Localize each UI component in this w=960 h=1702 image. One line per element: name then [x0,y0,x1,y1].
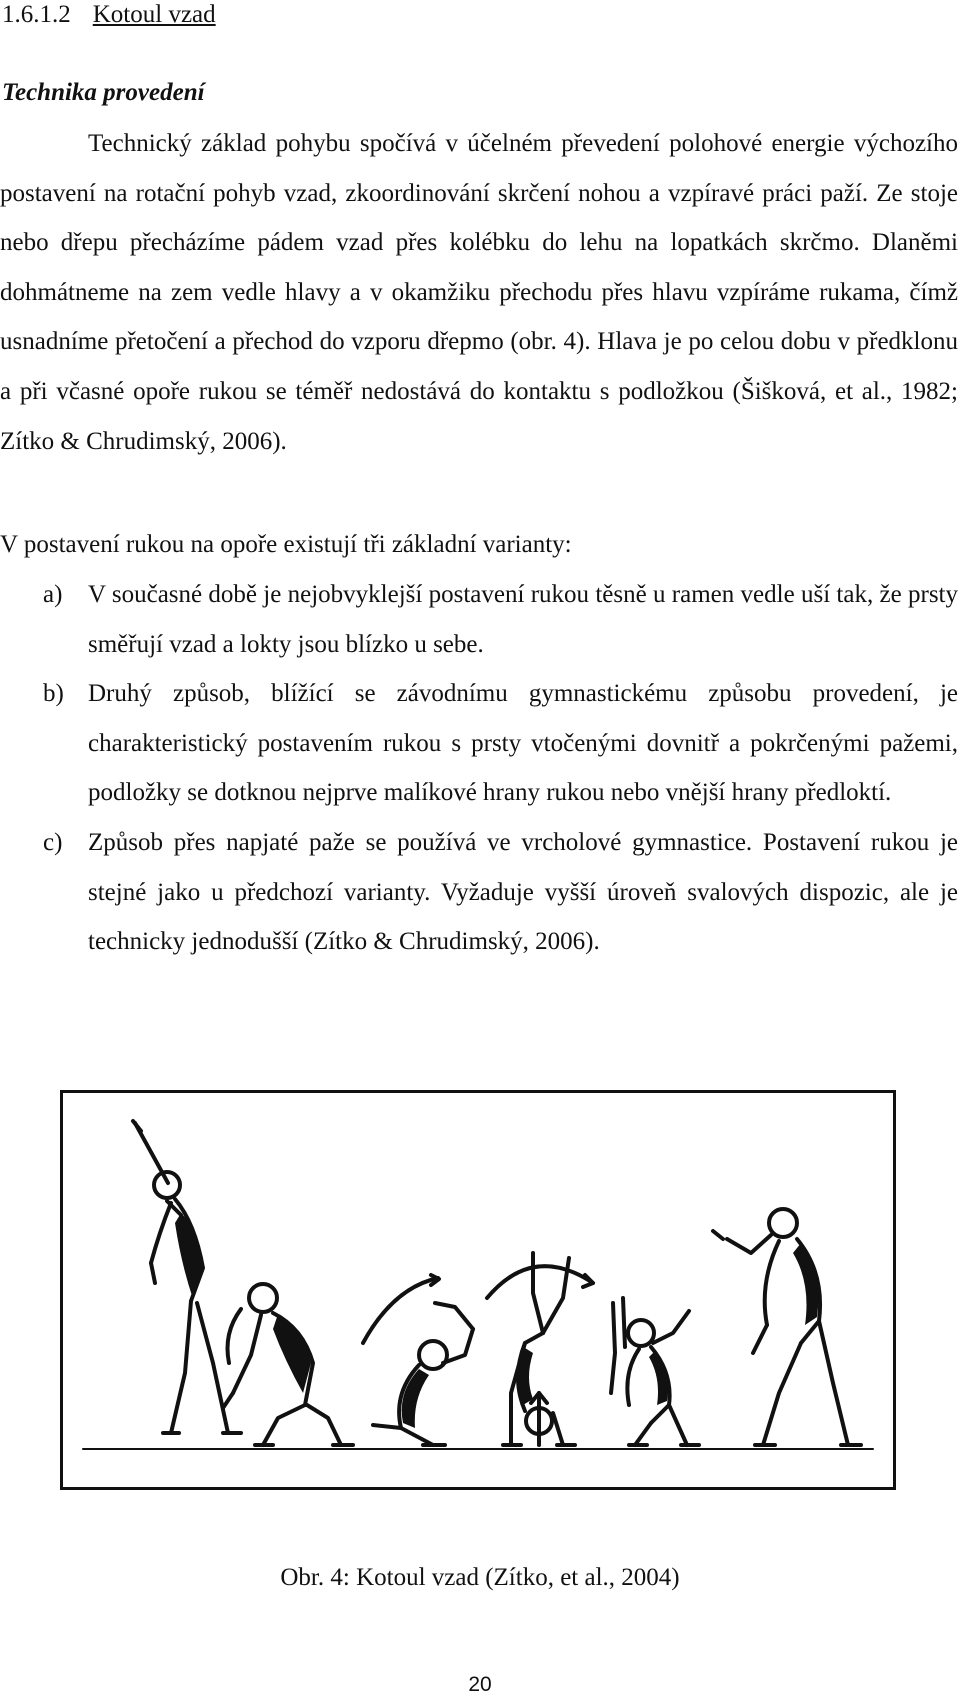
list-item [0,818,958,967]
technique-paragraph: Technický základ pohybu spočívá v účelném převedení polohové energie výchozího postavení na rotační pohyb vzad, zkoordinování skrčení nohou a vzpíravé práci paží. Ze stoje nebo dřepu přecházíme pádem vzad přes kolébku do lehu na lopatkách skrčmo. Dlaněmi dohmátneme na zem vedle hlavy a v okamžiku přechodu přes hlavu vzpíráme rukama, čímž usnadníme přetočení a přechod do vzporu dřepmo (obr. 4). Hlava je po celou dobu v předklonu a při včasné opoře rukou se téměř nedostává do kontaktu s podložkou (Šišková, et al., 1982; Zítko & Chrudimský, 2006). [0,130,958,455]
gymnast-figure-squat [223,1284,353,1445]
gymnast-figure-final-squat [713,1209,861,1445]
list-item [0,570,958,669]
list-marker: a) [43,581,63,608]
list-item-text: Druhý způsob, blížící se závodnímu gymnastickému způsobu provedení, je charakteristický postavením rukou s prsty vtočenými dovnitř a pokrčenými pažemi, podložky se dotknou nejprve malíkové hrany rukou nebo vnější hrany předloktí. [88,680,958,807]
section-heading [2,0,216,30]
section-number: 1.6.1.2 [2,1,71,28]
list-item-text: Způsob přes napjaté paže se používá ve vrcholové gymnastice. Postavení rukou je stejné jako u předchozí varianty. Vyžaduje vyšší úroveň svalových dispozic, ale je technicky jednodušší (Zítko & Chrudimský, 2006). [88,828,958,956]
figure-frame [60,1090,896,1490]
backward-roll-sequence-illustration [63,1093,893,1487]
variants-list [0,570,958,967]
subsection-heading: Technika provedení [2,79,205,106]
gymnast-figure-inverted [487,1253,593,1445]
gymnast-figure-rolling [363,1275,473,1445]
section-title: Kotoul vzad [92,1,216,28]
list-marker: b) [43,680,64,708]
list-marker: c) [43,828,63,856]
list-item-text: V současné době je nejobvyklejší postavení rukou těsně u ramen vedle uší tak, že prsty směřují vzad a lokty jsou blízko u sebe. [88,581,958,658]
list-item [0,669,958,818]
figure-caption: Obr. 4: Kotoul vzad (Zítko, et al., 2004) [280,1564,680,1591]
page-number: 20 [468,1673,492,1696]
gymnast-figure-landing [611,1298,699,1445]
variants-intro-paragraph: V postavení rukou na opoře existují tři základní varianty: [0,531,572,558]
